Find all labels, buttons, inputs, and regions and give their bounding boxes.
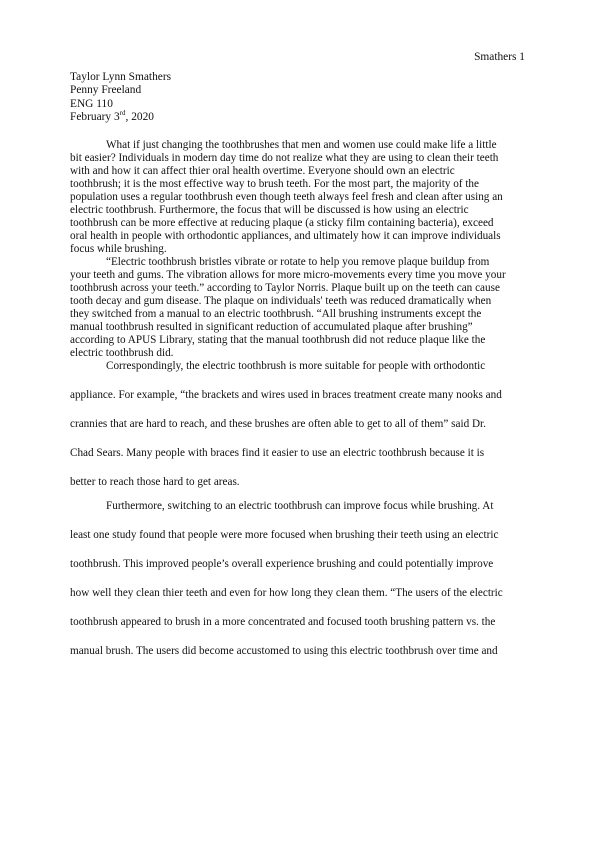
paragraph-line: they switched from a manual to an electric toothbrush. “All brushing instruments except the <box>70 307 482 320</box>
paragraph-line: according to APUS Library, stating that the manual toothbrush did not reduce plaque like the <box>70 333 486 346</box>
paragraph-line: oral health in people with orthodontic appliances, and ultimately how it can improve individuals <box>70 229 501 242</box>
paragraph-line: Chad Sears. Many people with braces find it easier to use an electric toothbrush because it is <box>70 447 485 459</box>
student-name: Taylor Lynn Smathers <box>70 71 172 83</box>
paragraph-line: Correspondingly, the electric toothbrush is more suitable for people with orthodontic <box>106 360 486 372</box>
paragraph-plaque <box>70 256 530 360</box>
date-prefix: February 3 <box>70 111 120 124</box>
paragraph-line: “Electric toothbrush bristles vibrate or rotate to help you remove plaque buildup from <box>106 256 490 268</box>
paragraph-line: with and how it can affect thier oral health overtime. Everyone should own an electric <box>70 164 455 177</box>
date-superscript: rd <box>119 109 126 118</box>
paragraph-introduction <box>70 139 530 255</box>
paragraph-line: bit easier? Individuals in modern day time do not realize what they are using to clean their teeth <box>70 151 499 164</box>
paragraph-line: electric toothbrush did. <box>70 346 174 359</box>
paragraph-orthodontic-first <box>70 360 530 373</box>
paragraph-line: tooth decay and gum disease. The plaque on individuals' teeth was reduced dramatically when <box>70 294 492 307</box>
paragraph-line: toothbrush. This improved people’s overall experience brushing and could potentially improve <box>70 558 494 570</box>
essay-date <box>70 111 171 124</box>
paragraph-line: manual toothbrush resulted in significant reduction of accumulated plaque after brushing” <box>70 320 473 333</box>
paragraph-line: better to reach those hard to get areas. <box>70 476 240 488</box>
paragraph-line: manual brush. The users did become accustomed to using this electric toothbrush over time and <box>70 645 498 657</box>
paragraph-line: electric toothbrush. Furthermore, the focus that will be discussed is how using an electric <box>70 203 469 216</box>
paragraph-line: Furthermore, switching to an electric toothbrush can improve focus while brushing. At <box>106 500 494 512</box>
paragraph-line: population uses a regular toothbrush even though teeth always feel fresh and clean after using an <box>70 190 503 203</box>
instructor-name: Penny Freeland <box>70 84 142 97</box>
running-head: Smathers 1 <box>474 51 525 63</box>
paragraph-line: toothbrush; it is the most effective way to brush teeth. For the most part, the majority of the <box>70 177 479 190</box>
heading-block <box>70 71 171 125</box>
date-suffix: , 2020 <box>125 111 154 124</box>
course-name: ENG 110 <box>70 97 113 110</box>
paragraph-line: toothbrush appeared to brush in a more concentrated and focused tooth brushing pattern vs. the <box>70 616 496 628</box>
paragraph-line: toothbrush across your teeth.” according to Taylor Norris. Plaque built up on the teeth can cause <box>70 281 500 294</box>
paragraph-line: crannies that are hard to reach, and these brushes are often able to get to all of them” said Dr. <box>70 418 486 430</box>
paragraph-line: how well they clean thier teeth and even for how long they clean them. “The users of the electric <box>70 587 503 599</box>
paragraph-line: least one study found that people were more focused when brushing their teeth using an electric <box>70 529 499 541</box>
paragraph-line: your teeth and gums. The vibration allows for more micro-movements every time you move your <box>70 268 506 281</box>
paragraph-line: toothbrush can be more effective at reducing plaque (a sticky film containing bacteria), exceed <box>70 216 494 229</box>
paragraph-line: focus while brushing. <box>70 242 167 255</box>
paragraph-line: What if just changing the toothbrushes that men and women use could make life a little <box>106 139 497 151</box>
paragraph-line: appliance. For example, “the brackets and wires used in braces treatment create many nooks and <box>70 389 502 401</box>
